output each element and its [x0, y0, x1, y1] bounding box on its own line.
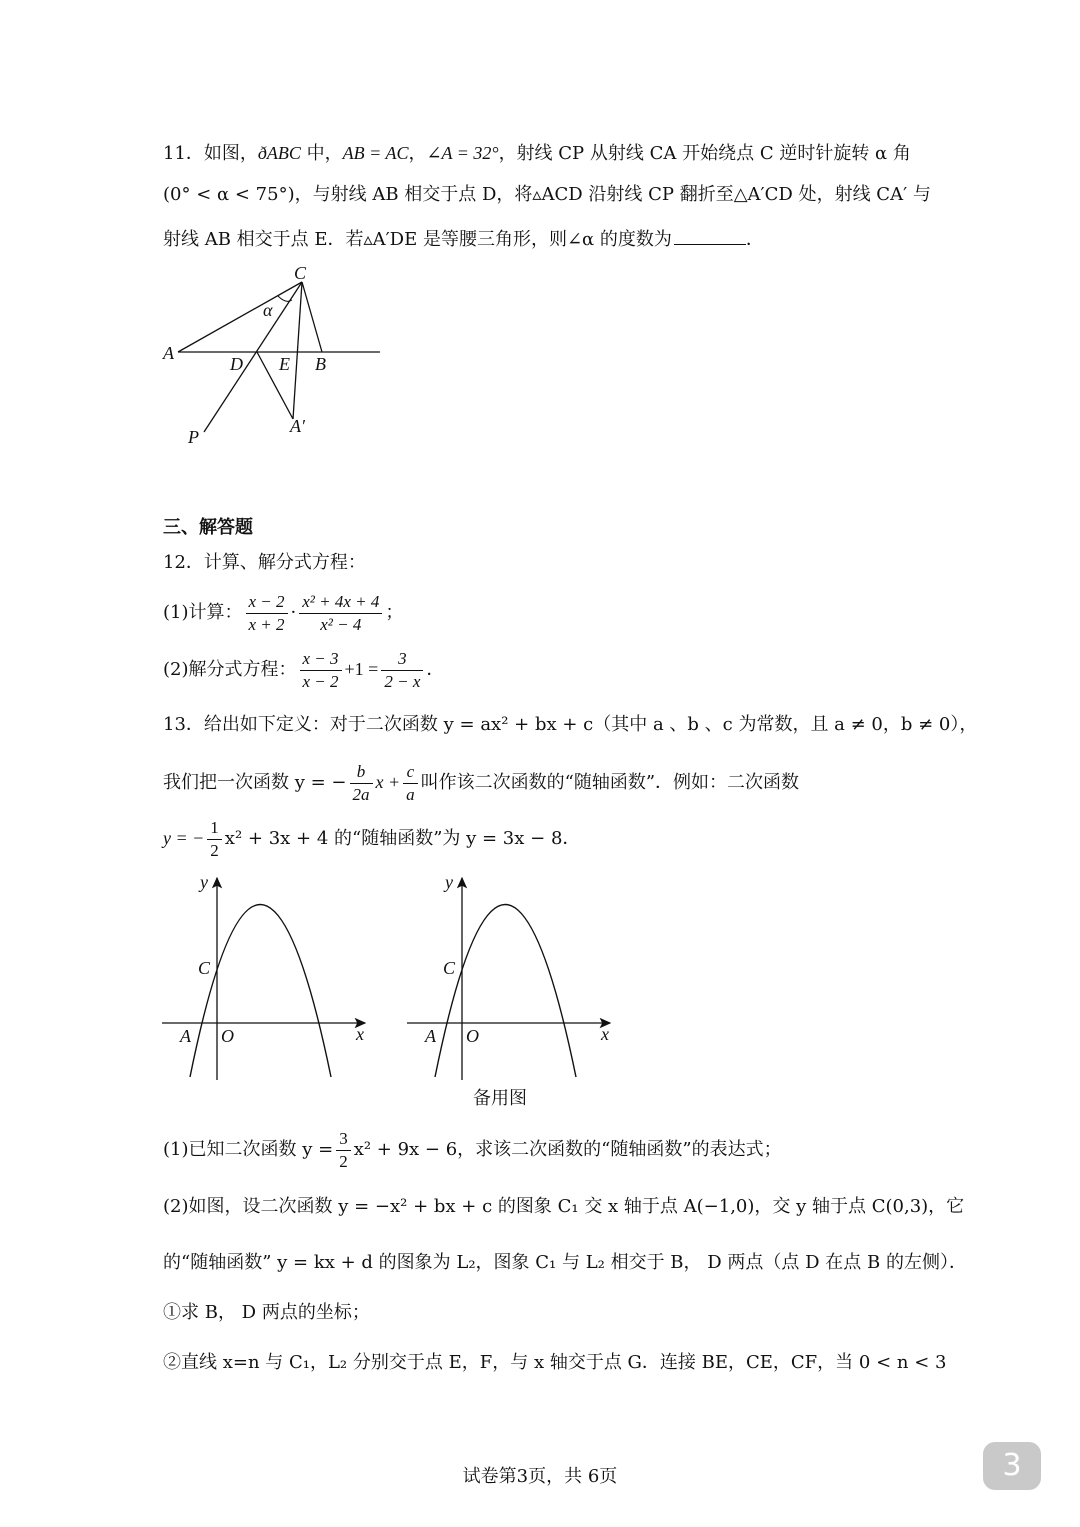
frac-num: 1: [207, 818, 222, 840]
section-title: 三、解答题: [163, 517, 253, 538]
q13-line2-pre: 我们把一次函数 y = −: [163, 772, 347, 793]
frac-den: x + 2: [248, 614, 285, 634]
page-number-badge: 3: [983, 1442, 1041, 1490]
label-a-prime: A′: [290, 416, 305, 436]
q12-part2-frac1: [300, 649, 342, 692]
label-y: y: [200, 872, 208, 892]
frac-num: x − 3: [300, 649, 342, 671]
label-y: y: [445, 872, 453, 892]
q11-prefix: 11．如图，: [163, 143, 258, 164]
label-x: x: [601, 1024, 609, 1044]
label-x: x: [356, 1024, 364, 1044]
q11-line1: [163, 140, 911, 167]
q13-sub2: ②直线 x=n 与 C₁，L₂ 分别交于点 E，F，与 x 轴交于点 G．连接 BE，CE，CF，当 0 < n < 3: [163, 1352, 947, 1373]
q11-line3-text: 射线 AB 相交于点 E．若▵A′DE 是等腰三角形，则∠α 的度数为: [163, 229, 672, 250]
q13-graph-main: [160, 870, 375, 1085]
q13-graph-spare: [405, 870, 620, 1085]
q11-rest: ，射线 CP 从射线 CA 开始绕点 C 逆时针旋转 α 角: [498, 143, 911, 164]
q13-line2-mid: x +: [375, 772, 401, 792]
q13-line2-frac1: [350, 762, 373, 805]
q12-part2-end: ．: [426, 659, 445, 680]
frac-den: x² − 4: [320, 614, 362, 634]
segment-ac: [178, 282, 302, 352]
label-a: A: [425, 1026, 436, 1046]
q12-title: 12．计算、解分式方程：: [163, 552, 366, 573]
q11-line2: (0° < α < 75°)，与射线 AB 相交于点 D，将▵ACD 沿射线 CP 翻折至△A′CD 处，射线 CA′ 与: [163, 184, 931, 205]
q13-part2-line2: 的“随轴函数” y = kx + d 的图象为 L₂，图象 C₁ 与 L₂ 相交于 B， D 两点（点 D 在点 B 的左侧）．: [163, 1252, 967, 1273]
q12-dot: ·: [290, 602, 297, 623]
label-b: B: [315, 354, 326, 374]
spare-caption: 备用图: [473, 1088, 527, 1109]
q13-line2-frac2: [403, 762, 418, 805]
q13-line3-pre: y = −: [163, 828, 205, 848]
label-alpha: α: [263, 300, 273, 320]
angle-alpha-arc: [278, 296, 292, 301]
q12-part2-frac2: [381, 649, 423, 692]
frac-num: b: [350, 762, 373, 784]
q13-line2-post: 叫作该二次函数的“随轴函数”．例如：二次函数: [420, 772, 800, 793]
q11-triangle-abc: ðABC: [257, 143, 301, 163]
frac-den: 2a: [352, 784, 370, 804]
q11-comma: ，: [408, 143, 427, 164]
frac-den: a: [406, 784, 415, 804]
q13-line2: [163, 758, 799, 807]
frac-den: 2 − x: [384, 671, 421, 691]
page-footer: 试卷第3页，共 6页: [462, 1466, 618, 1487]
frac-num: x − 2: [246, 592, 288, 614]
q13-line3-post: x² + 3x + 4 的“随轴函数”为 y = 3x − 8．: [224, 828, 581, 849]
q12-part1-end: ；: [385, 602, 404, 623]
q13-part1-post: x² + 9x − 6，求该二次函数的“随轴函数”的表达式；: [353, 1139, 782, 1160]
q11-figure: [160, 262, 390, 452]
q11-mid: 中，: [300, 143, 343, 164]
q12-part2-label: (2)解分式方程：: [163, 659, 297, 680]
frac-num: x² + 4x + 4: [299, 592, 382, 614]
label-d: D: [230, 354, 243, 374]
frac-den: 2: [210, 840, 219, 860]
segment-ca-prime: [293, 282, 302, 419]
label-p: P: [188, 427, 199, 447]
q11-line3: [163, 226, 764, 253]
parabola-curve: [190, 905, 331, 1078]
q13-part1-frac: [336, 1129, 351, 1172]
q13-part1: [163, 1126, 782, 1174]
label-a: A: [163, 343, 174, 363]
q13-line3: [163, 814, 580, 863]
q13-line1: 13．给出如下定义：对于二次函数 y = ax² + bx + c（其中 a 、b 、c 为常数，且 a ≠ 0，b ≠ 0），: [163, 714, 978, 735]
q11-line3-end: ．: [745, 229, 764, 250]
label-o: O: [221, 1026, 234, 1046]
label-c: C: [443, 958, 456, 978]
q11-answer-blank: [674, 226, 746, 245]
frac-den: 2: [339, 1151, 348, 1171]
q12-part1: [163, 588, 403, 638]
q12-part1-frac1: [246, 592, 288, 635]
q13-part2-line1: (2)如图，设二次函数 y = −x² + bx + c 的图象 C₁ 交 x 轴于点 A(−1,0)，交 y 轴于点 C(0,3)，它: [163, 1196, 965, 1217]
frac-den: x − 2: [302, 671, 339, 691]
label-c: C: [198, 958, 211, 978]
frac-num: c: [403, 762, 418, 784]
q13-line3-frac: [207, 818, 222, 861]
q12-part2: [163, 644, 444, 695]
q12-part1-frac2: [299, 592, 382, 635]
q11-angle-a: ∠A = 32°: [426, 143, 499, 163]
q12-part1-label: (1)计算：: [163, 602, 243, 623]
segment-cb: [302, 282, 322, 352]
q11-ab-ac: AB = AC: [342, 143, 409, 163]
label-a: A: [180, 1026, 191, 1046]
q13-sub1: ①求 B， D 两点的坐标；: [163, 1302, 370, 1323]
label-c: C: [294, 263, 307, 283]
frac-num: 3: [336, 1129, 351, 1151]
q12-part2-mid: +1 =: [344, 659, 379, 679]
parabola-curve: [435, 905, 576, 1078]
frac-num: 3: [381, 649, 423, 671]
label-o: O: [466, 1026, 479, 1046]
q13-part1-pre: (1)已知二次函数 y =: [163, 1139, 334, 1160]
label-e: E: [279, 354, 290, 374]
